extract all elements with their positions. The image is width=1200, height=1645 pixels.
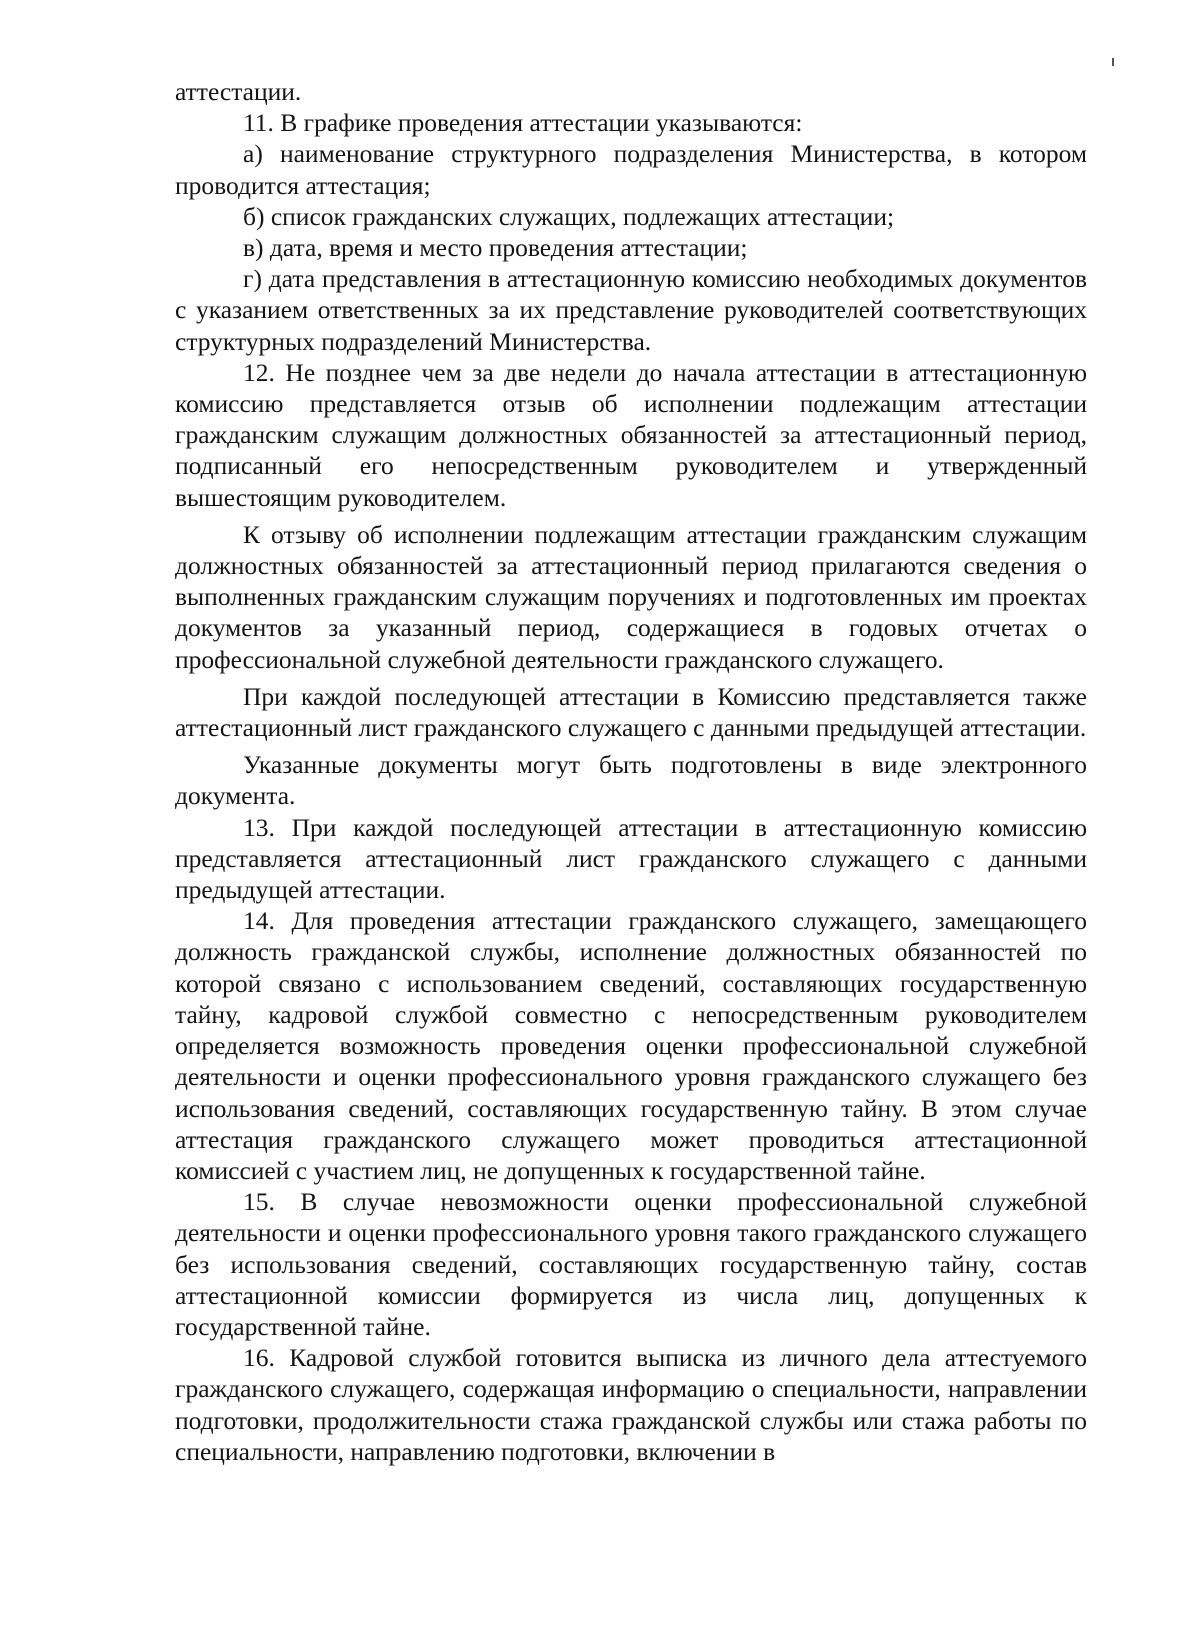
paragraph-item-11-g: г) дата представления в аттестационную комиссию необходимых документов с указанием ответственных за их представление руководителей соответствующих структурных подразделений Министерства. — [175, 264, 1087, 356]
scan-mark — [1112, 58, 1114, 66]
paragraph-item-11-v: в) дата, время и место проведения аттестации; — [243, 233, 748, 263]
paragraph-previous-attestation-sheet: При каждой последующей аттестации в Комиссию представляется также аттестационный лист гражданского служащего с данными предыдущей аттестации. — [175, 681, 1087, 743]
paragraph-item-13: 13. При каждой последующей аттестации в аттестационную комиссию представляется аттестационный лист гражданского служащего с данными предыдущей аттестации. — [175, 812, 1087, 905]
paragraph-item-12: 12. Не позднее чем за две недели до начала аттестации в аттестационную комиссию представляется отзыв об исполнении подлежащим аттестации гражданским служащим должностных обязанностей за аттестационный период, подписанный его непосредственным руководителем и утвержденный вышестоящим руководителем. — [175, 357, 1087, 512]
paragraph-item-15: 15. В случае невозможности оценки профессиональной служебной деятельности и оценки профессионального уровня такого гражданского служащего без использования сведений, составляющих государственную тайну, состав аттестационной комиссии формируется из числа лиц, допущенных к государственной тайне. — [175, 1187, 1087, 1341]
paragraph-item-11: 11. В графике проведения аттестации указываются: — [243, 108, 803, 138]
paragraph-item-16: 16. Кадровой службой готовится выписка из личного дела аттестуемого гражданского служащего, содержащая информацию о специальности, направлении подготовки, продолжительности стажа гражданской службы или стажа работы по специальности, направлению подготовки, включении в — [175, 1343, 1087, 1466]
paragraph-continuation: аттестации. — [175, 77, 302, 106]
paragraph-item-11-a: а) наименование структурного подразделения Министерства, в котором проводится аттестация; — [175, 139, 1087, 200]
paragraph-electronic-documents: Указанные документы могут быть подготовлены в виде электронного документа. — [175, 750, 1087, 811]
paragraph-item-14: 14. Для проведения аттестации гражданского служащего, замещающего должность гражданской службы, исполнение должностных обязанностей по которой связано с использованием сведений, составляющих государственную тайну, кадровой службой совместно с непосредственным руководителем определяется возможность проведения оценки профессиональной служебной деятельности и оценки профессионального уровня гражданского служащего без использования сведений, составляющих государственную тайну. В этом случае аттестация гражданского служащего может проводиться аттестационной комиссией с участием лиц, не допущенных к государственной тайне. — [175, 906, 1087, 1185]
paragraph-review-attachments: К отзыву об исполнении подлежащим аттестации гражданским служащим должностных обязанностей за аттестационный период прилагаются сведения о выполненных гражданским служащим поручениях и подготовленных им проектах документов за указанный период, содержащиеся в годовых отчетах о профессиональной служебной деятельности гражданского служащего. — [175, 519, 1087, 674]
document-body — [175, 76, 1087, 1467]
paragraph-item-11-b: б) список гражданских служащих, подлежащих аттестации; — [243, 201, 895, 231]
